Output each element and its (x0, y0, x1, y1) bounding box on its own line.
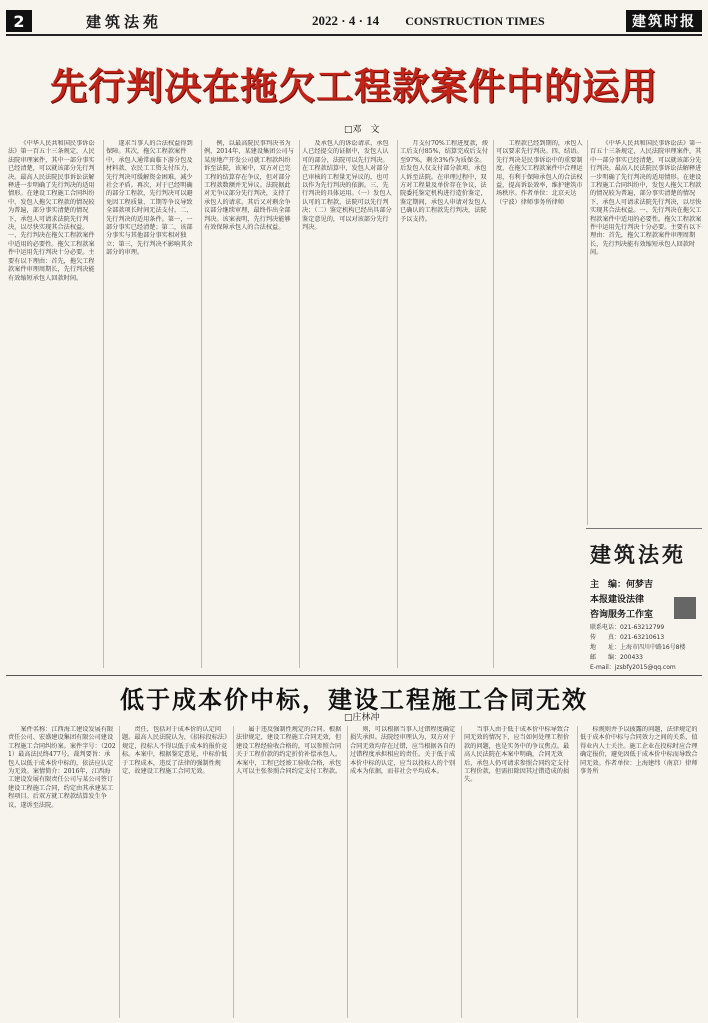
masthead (6, 8, 702, 36)
column-divider (347, 726, 348, 1018)
article1-paragraph: 例，以最高院民事判决书为例，2014年，某建设集团公司与某房地产开发公司就工程款纠纷诉至法院，该案中，双方对已完工程的结算存在争议，但对部分工程款数额并无异议。法院据此对无争议部分先行判决，支持了承包人的请求。其后又对剩余争议部分继续审理，最终作出全部判决。该案表明，先行判决能够有效保障承包人的合法权益。 (204, 140, 294, 232)
column-divider (299, 140, 300, 668)
article1-paragraph: 月支付70%工程进度款，竣工后支付85%，结算完成后支付至97%，剩余3%作为质保金。后发包人仅支付部分款项，承包人诉至法院。在审理过程中，双方对工程量及单价存在争议，法院委托鉴定机构进行造价鉴定，鉴定期间，承包人申请对发包人已确认的工程款先行判决，法院予以支持。 (400, 140, 489, 223)
column-divider (119, 726, 120, 1018)
contact-email: E-mail：jzsbfy2015@qq.com (590, 664, 676, 671)
article1-column-7 (590, 140, 702, 525)
section-divider (6, 675, 702, 676)
column-studio-line1: 本报建设法律 (590, 595, 645, 605)
column-divider (577, 726, 578, 1018)
page-number: 2 (6, 10, 32, 32)
issue-date: 2022 · 4 · 14 (312, 13, 380, 28)
article2-byline: □庄林冲 (344, 713, 380, 723)
column-info-box (586, 528, 702, 677)
column-divider (233, 726, 234, 1018)
contact-fax: 传 真：021-63210613 (590, 634, 665, 641)
contact-phone: 联系电话：021-63212799 (590, 624, 665, 631)
article1-column-1 (8, 140, 100, 668)
article2-headline: 低于成本价中标，建设工程施工合同无效 (120, 686, 588, 714)
contact-postcode: 邮 编：200433 (590, 654, 643, 661)
section-logo: 建筑时报 (626, 10, 702, 32)
article1-column-5 (400, 140, 490, 668)
article2-paragraph: 当事人由于低于成本价中标导致合同无效的情况下，应当如何处理工程价款的问题，也是实务中的争议焦点。最高人民法院在本案中明确，合同无效后，承包人仍可请求参照合同约定支付工程价款，但需扣除因其过错造成的损失。 (464, 726, 570, 784)
article1-paragraph: 遂求当事人的合法权益得到保障。其次，拖欠工程款案件中，承包人通常面临下游分包及材料款、农民工工资支付压力，先行判决可缓解资金困难，减少社会矛盾。再次，对于已经明确的部分工程款，先行判决可以避免因工程质量、工期等争议导致全部款项长时间无法支付。二、先行判决的适用条件。第一，一部分事实已经清楚；第二，该部分事实与其他部分事实相对独立；第三，先行判决不影响其余部分的审理。 (106, 140, 193, 257)
article2-column-4 (350, 726, 458, 1018)
column-divider (397, 140, 398, 668)
paper-name-en: CONSTRUCTION TIMES (405, 13, 545, 28)
article1-byline: □邓 文 (344, 125, 380, 135)
paper-name: 建筑法苑 (86, 12, 163, 31)
article2-column-5 (464, 726, 574, 1018)
article1-paragraph: 工程款已经到期的，承包人可以要求先行判决。四、结语。先行判决是民事诉讼中的重要制度，在拖欠工程款案件中合理运用，有利于保障承包人的合法权益，提高诉讼效率，维护建筑市场秩序。作者单位：北京天达（宁波）律师事务所律师 (496, 140, 583, 206)
article2-column-2 (122, 726, 230, 1018)
article2-column-3 (236, 726, 344, 1018)
contact-address: 地 址：上海市四川中路16号8楼 (590, 644, 686, 651)
article1-paragraph: 及承包人的诉讼请求，承包人已经提交的证据中，发包人认可的部分，法院可以先行判决。在工程款结算中，发包人对部分已审核的工程量无异议的，也可以作为先行判决的依据。三、先行判决的具体运用。（一）发包人认可的工程款，法院可以先行判决；（二）鉴定机构已经出具部分鉴定意见的，可以对该部分先行判决。 (302, 140, 392, 232)
article1-paragraph: 《中华人民共和国民事诉讼法》第一百五十三条规定，人民法院审理案件，其中一部分事实已经清楚，可以就该部分先行判决。最高人民法院民事诉讼法解释进一步明确了先行判决的适用情形。在建设工程施工合同纠纷中，发包人拖欠工程款的情况较为普遍，部分事实清楚的情况下，承包人可请求法院先行判决，以尽快实现其合法权益。一、先行判决在拖欠工程款案件中适用的必要性。拖欠工程款案件中运用先行判决十分必要。主要有以下理由：首先，拖欠工程款案件审理周期长，先行判决能有效缩短承包人回款时间。 (590, 140, 702, 257)
column-studio-line2: 咨询服务工作室 (590, 610, 654, 620)
column-divider (461, 726, 462, 1018)
article1-column-4 (302, 140, 394, 668)
article1-column-3 (204, 140, 296, 668)
column-info-title: 建筑法苑 (590, 543, 686, 567)
article1-column-6 (496, 140, 584, 668)
column-editor: 主 编：何梦吉 (590, 580, 654, 590)
qr-code-icon (674, 597, 696, 619)
article2-column-6 (580, 726, 702, 1018)
column-divider (493, 140, 494, 668)
article2-paragraph: 标规则并予以披露的问题，法律规定的低于成本价中标与合同效力之间的关系，值得业内人士关注。施工企业在投标时应合理确定报价，避免因低于成本价中标而导致合同无效。作者单位：上海建纬（南京）律师事务所 (580, 726, 698, 776)
article1-column-2 (106, 140, 198, 668)
article2-paragraph: 责任，包括对于成本价的认定问题。最高人民法院认为，《招标投标法》规定，投标人不得以低于成本的报价竞标。本案中，根据鉴定意见，中标价低于工程成本，违反了法律的强制性规定，故建设工程施工合同无效。 (122, 726, 228, 776)
article1-headline: 先行判决在拖欠工程款案件中的运用 (50, 65, 658, 108)
article2-paragraph: 案件名称：江西海工建设发展有限责任公司、宏盛建设集团有限公司建设工程施工合同纠纷案。案件字号：（2021）最高法民终477号。裁判要旨：承包人以低于成本价中标的，依法应认定为无效。案情简介：2016年，江西海工建设发展有限责任公司与某公司签订建设工程施工合同，约定由其承建某工程项目。后双方就工程款结算发生争议，遂诉至法院。 (8, 726, 116, 809)
article2-paragraph: 属于违反强制性规定的合同。根据法律规定，建设工程施工合同无效，但建设工程经验收合格的，可以参照合同关于工程价款的约定折价补偿承包人。本案中，工程已经竣工验收合格，承包人可以主张参照合同约定支付工程款。 (236, 726, 342, 776)
article2-column-1 (8, 726, 116, 1018)
column-divider (201, 140, 202, 668)
article2-paragraph: 则，可以根据当事人过错程度确定损失承担。法院经审理认为，双方对于合同无效均存在过错，应当根据各自的过错程度承担相应的责任。关于低于成本价中标的认定，应当以投标人的个别成本为依据，而非社会平均成本。 (350, 726, 456, 776)
column-divider (587, 140, 588, 525)
column-divider (103, 140, 104, 668)
article1-paragraph: 《中华人民共和国民事诉讼法》第一百五十三条规定，人民法院审理案件，其中一部分事实已经清楚，可以就该部分先行判决。最高人民法院民事诉讼法解释进一步明确了先行判决的适用情形。在建设工程施工合同纠纷中，发包人拖欠工程款的情况较为普遍，部分事实清楚的情况下，承包人可请求法院先行判决，以尽快实现其合法权益。一、先行判决在拖欠工程款案件中适用的必要性。拖欠工程款案件中运用先行判决十分必要。主要有以下理由：首先，拖欠工程款案件审理周期长，先行判决能有效缩短承包人回款时间。 (8, 140, 95, 282)
